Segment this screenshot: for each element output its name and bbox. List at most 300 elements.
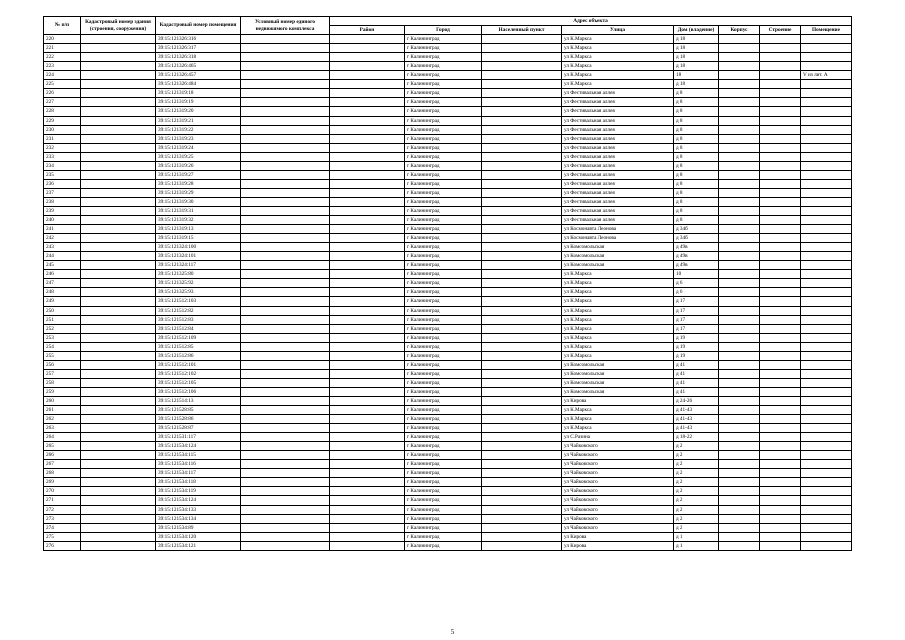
cell-num: 257 [44, 369, 81, 378]
cell-cad-building [81, 469, 156, 478]
cell-district [330, 396, 405, 405]
cell-street: ул Комсомольская [562, 378, 674, 387]
cell-settlement [482, 297, 562, 306]
cell-room [801, 433, 852, 442]
cell-conditional [241, 451, 330, 460]
cell-settlement [482, 342, 562, 351]
cell-conditional [241, 44, 330, 53]
cell-district [330, 415, 405, 424]
cell-street: ул Фестивальная аллея [562, 89, 674, 98]
table-row [44, 478, 852, 487]
cell-num: 223 [44, 62, 81, 71]
cell-room [801, 387, 852, 396]
header-street: Улица [562, 26, 674, 35]
cell-korpus [719, 396, 760, 405]
cell-stroenie [760, 243, 801, 252]
cell-conditional [241, 514, 330, 523]
cell-house: д 49в [674, 252, 719, 261]
cell-city: г Калининград [405, 179, 482, 188]
cell-settlement [482, 89, 562, 98]
cell-house: д 2 [674, 523, 719, 532]
cell-city: г Калининград [405, 116, 482, 125]
cell-district [330, 360, 405, 369]
cell-district [330, 234, 405, 243]
cell-district [330, 116, 405, 125]
cell-korpus [719, 161, 760, 170]
cell-stroenie [760, 406, 801, 415]
cell-cad-building [81, 369, 156, 378]
cell-district [330, 523, 405, 532]
cell-cad-building [81, 514, 156, 523]
header-house: Дом (владение) [674, 26, 719, 35]
cell-district [330, 188, 405, 197]
cell-settlement [482, 505, 562, 514]
cell-room [801, 469, 852, 478]
cell-settlement [482, 351, 562, 360]
cell-settlement [482, 261, 562, 270]
cell-city: г Калининград [405, 44, 482, 53]
cell-cad-premise: 39:15:121326:484 [156, 80, 241, 89]
cell-room [801, 134, 852, 143]
cell-district [330, 505, 405, 514]
cell-house: д 6 [674, 288, 719, 297]
cell-house: д 2 [674, 442, 719, 451]
cell-city: г Калининград [405, 98, 482, 107]
cell-settlement [482, 460, 562, 469]
table-row [44, 44, 852, 53]
cell-cad-building [81, 62, 156, 71]
cell-settlement [482, 541, 562, 550]
cell-num: 269 [44, 478, 81, 487]
cell-cad-building [81, 505, 156, 514]
cell-district [330, 369, 405, 378]
cell-city: г Калининград [405, 378, 482, 387]
cell-num: 236 [44, 179, 81, 188]
cell-settlement [482, 396, 562, 405]
table-row [44, 451, 852, 460]
cell-cad-building [81, 415, 156, 424]
cell-conditional [241, 71, 330, 80]
cell-korpus [719, 170, 760, 179]
cell-cad-premise: 39:15:121319:32 [156, 216, 241, 225]
cell-korpus [719, 225, 760, 234]
cell-cad-building [81, 433, 156, 442]
cell-cad-building [81, 170, 156, 179]
cell-cad-premise: 39:15:121512:85 [156, 342, 241, 351]
cell-conditional [241, 433, 330, 442]
cell-street: ул Чайковского [562, 469, 674, 478]
cell-conditional [241, 505, 330, 514]
cell-conditional [241, 261, 330, 270]
cell-house: д 41-43 [674, 406, 719, 415]
cell-house: д 2 [674, 469, 719, 478]
cell-stroenie [760, 134, 801, 143]
cell-num: 268 [44, 469, 81, 478]
cell-korpus [719, 134, 760, 143]
cell-stroenie [760, 197, 801, 206]
cell-stroenie [760, 514, 801, 523]
cell-stroenie [760, 62, 801, 71]
cell-cad-premise: 39:15:121319:21 [156, 116, 241, 125]
cell-street: ул К.Маркса [562, 342, 674, 351]
cell-street: ул К.Маркса [562, 415, 674, 424]
cell-stroenie [760, 44, 801, 53]
cell-room [801, 216, 852, 225]
cell-room [801, 279, 852, 288]
cell-district [330, 143, 405, 152]
cell-conditional [241, 333, 330, 342]
cell-house: д 8 [674, 206, 719, 215]
cell-cad-building [81, 324, 156, 333]
cell-num: 250 [44, 306, 81, 315]
cell-street: ул К.Маркса [562, 53, 674, 62]
cell-cad-building [81, 532, 156, 541]
cell-num: 255 [44, 351, 81, 360]
cell-house: д 41 [674, 378, 719, 387]
cell-cad-premise: 39:15:121319:19 [156, 98, 241, 107]
cell-cad-premise: 39:15:121512:86 [156, 351, 241, 360]
cell-house: д 19 [674, 351, 719, 360]
cell-conditional [241, 98, 330, 107]
cell-city: г Калининград [405, 252, 482, 261]
cell-conditional [241, 424, 330, 433]
cell-korpus [719, 125, 760, 134]
cell-house: д 8 [674, 125, 719, 134]
cell-room [801, 53, 852, 62]
cell-conditional [241, 197, 330, 206]
table-row [44, 107, 852, 116]
cell-num: 251 [44, 315, 81, 324]
cell-city: г Калининград [405, 206, 482, 215]
cell-house: д 2 [674, 460, 719, 469]
cell-conditional [241, 143, 330, 152]
cell-settlement [482, 170, 562, 179]
table-row [44, 143, 852, 152]
cell-room [801, 523, 852, 532]
cell-district [330, 541, 405, 550]
cell-cad-premise: 39:15:121534:116 [156, 460, 241, 469]
cell-district [330, 487, 405, 496]
cell-street: ул Фестивальная аллея [562, 188, 674, 197]
cell-settlement [482, 306, 562, 315]
cell-stroenie [760, 261, 801, 270]
cell-district [330, 406, 405, 415]
cell-room [801, 360, 852, 369]
cell-city: г Калининград [405, 306, 482, 315]
table-row [44, 541, 852, 550]
cell-settlement [482, 134, 562, 143]
cell-stroenie [760, 225, 801, 234]
table-row [44, 243, 852, 252]
cell-city: г Калининград [405, 161, 482, 170]
cell-city: г Калининград [405, 469, 482, 478]
cell-street: ул К.Маркса [562, 80, 674, 89]
cell-room [801, 116, 852, 125]
cell-stroenie [760, 35, 801, 44]
cell-district [330, 197, 405, 206]
cell-cad-premise: 39:15:121512:106 [156, 387, 241, 396]
table-row [44, 351, 852, 360]
cell-room [801, 496, 852, 505]
cell-district [330, 35, 405, 44]
cell-num: 272 [44, 505, 81, 514]
cell-conditional [241, 62, 330, 71]
cell-city: г Калининград [405, 188, 482, 197]
cell-district [330, 297, 405, 306]
cell-street: ул К.Маркса [562, 406, 674, 415]
cell-house: д 17 [674, 306, 719, 315]
cell-room [801, 406, 852, 415]
cell-num: 246 [44, 270, 81, 279]
cell-street: ул Фестивальная аллея [562, 206, 674, 215]
cell-korpus [719, 143, 760, 152]
table-row [44, 179, 852, 188]
cell-korpus [719, 71, 760, 80]
cell-district [330, 514, 405, 523]
cell-stroenie [760, 98, 801, 107]
cell-settlement [482, 424, 562, 433]
cell-korpus [719, 460, 760, 469]
cell-street: ул Чайковского [562, 505, 674, 514]
cell-district [330, 351, 405, 360]
cell-num: 224 [44, 71, 81, 80]
cell-city: г Калининград [405, 505, 482, 514]
cell-house: д 41-43 [674, 424, 719, 433]
cell-street: ул К.Маркса [562, 306, 674, 315]
cell-city: г Калининград [405, 107, 482, 116]
cell-cad-premise: 39:15:121319:18 [156, 89, 241, 98]
cell-cad-premise: 39:15:121528:85 [156, 406, 241, 415]
cell-district [330, 424, 405, 433]
cell-street: ул К.Маркса [562, 333, 674, 342]
cell-korpus [719, 188, 760, 197]
cell-room [801, 342, 852, 351]
cell-conditional [241, 523, 330, 532]
cell-room [801, 505, 852, 514]
cell-conditional [241, 496, 330, 505]
cell-stroenie [760, 161, 801, 170]
cell-district [330, 62, 405, 71]
cell-korpus [719, 387, 760, 396]
cell-house: д 8 [674, 89, 719, 98]
cell-street: ул Комсомольская [562, 360, 674, 369]
cell-street: ул Комсомольская [562, 369, 674, 378]
header-room: Помещение [801, 26, 852, 35]
cell-stroenie [760, 252, 801, 261]
cell-street: ул Фестивальная аллея [562, 197, 674, 206]
cell-num: 256 [44, 360, 81, 369]
cell-num: 221 [44, 44, 81, 53]
cell-cad-building [81, 98, 156, 107]
cell-num: 264 [44, 433, 81, 442]
table-row [44, 80, 852, 89]
table-row [44, 324, 852, 333]
cell-cad-premise: 39:15:121512:84 [156, 324, 241, 333]
cell-cad-building [81, 523, 156, 532]
cell-conditional [241, 252, 330, 261]
cell-street: ул Фестивальная аллея [562, 170, 674, 179]
cell-district [330, 206, 405, 215]
cell-stroenie [760, 433, 801, 442]
cell-stroenie [760, 270, 801, 279]
cell-settlement [482, 161, 562, 170]
cell-room [801, 541, 852, 550]
register-sheet [43, 16, 852, 551]
cell-cad-building [81, 424, 156, 433]
header-num: № п/п [44, 17, 81, 35]
table-row [44, 333, 852, 342]
cell-settlement [482, 406, 562, 415]
cell-room [801, 442, 852, 451]
cell-korpus [719, 216, 760, 225]
cell-korpus [719, 532, 760, 541]
cell-house: д 17 [674, 315, 719, 324]
cell-district [330, 80, 405, 89]
cell-cad-premise: 39:15:121512:101 [156, 360, 241, 369]
cell-district [330, 107, 405, 116]
cell-cad-premise: 39:15:121534:117 [156, 469, 241, 478]
cell-korpus [719, 351, 760, 360]
cell-district [330, 342, 405, 351]
cell-house: д 8 [674, 116, 719, 125]
cell-conditional [241, 270, 330, 279]
cell-settlement [482, 387, 562, 396]
cell-city: г Калининград [405, 62, 482, 71]
cell-korpus [719, 179, 760, 188]
table-row [44, 342, 852, 351]
cell-cad-premise: 39:15:121512:82 [156, 306, 241, 315]
cell-conditional [241, 442, 330, 451]
cell-stroenie [760, 288, 801, 297]
cell-conditional [241, 206, 330, 215]
cell-district [330, 333, 405, 342]
table-row [44, 170, 852, 179]
cell-room [801, 270, 852, 279]
cell-street: ул К.Маркса [562, 297, 674, 306]
cell-num: 259 [44, 387, 81, 396]
cell-settlement [482, 206, 562, 215]
cell-num: 270 [44, 487, 81, 496]
cell-cad-building [81, 35, 156, 44]
cell-city: г Калининград [405, 442, 482, 451]
cell-house: д 49в [674, 243, 719, 252]
cell-cad-building [81, 125, 156, 134]
cell-room [801, 460, 852, 469]
cell-district [330, 243, 405, 252]
cell-street: ул Чайковского [562, 478, 674, 487]
cell-cad-premise: 39:15:121534:115 [156, 451, 241, 460]
cell-num: 234 [44, 161, 81, 170]
cell-house: д 18 [674, 62, 719, 71]
cell-cad-building [81, 541, 156, 550]
cell-settlement [482, 234, 562, 243]
cell-room [801, 306, 852, 315]
cell-city: г Калининград [405, 415, 482, 424]
cell-cad-building [81, 333, 156, 342]
cell-settlement [482, 80, 562, 89]
cell-conditional [241, 279, 330, 288]
cell-room [801, 424, 852, 433]
cell-conditional [241, 469, 330, 478]
cell-street: ул Чайковского [562, 442, 674, 451]
cell-room [801, 243, 852, 252]
cell-conditional [241, 351, 330, 360]
cell-num: 225 [44, 80, 81, 89]
cell-house: д 2 [674, 496, 719, 505]
cell-street: ул Фестивальная аллея [562, 216, 674, 225]
cell-house: д 19 [674, 333, 719, 342]
cell-cad-building [81, 80, 156, 89]
cell-num: 249 [44, 297, 81, 306]
cell-city: г Калининград [405, 360, 482, 369]
cell-stroenie [760, 532, 801, 541]
cell-settlement [482, 188, 562, 197]
cell-cad-building [81, 206, 156, 215]
cell-cad-premise: 39:15:121319:20 [156, 107, 241, 116]
cell-stroenie [760, 179, 801, 188]
cell-cad-premise: 39:15:121319:28 [156, 179, 241, 188]
table-row [44, 387, 852, 396]
header-settlement: Населенный пункт [482, 26, 562, 35]
cell-stroenie [760, 523, 801, 532]
cell-cad-building [81, 188, 156, 197]
cell-korpus [719, 342, 760, 351]
cell-house: д 2 [674, 514, 719, 523]
cell-city: г Калининград [405, 152, 482, 161]
cell-cad-building [81, 270, 156, 279]
cell-num: 243 [44, 243, 81, 252]
cell-conditional [241, 541, 330, 550]
cell-cad-building [81, 378, 156, 387]
header-conditional-number: Условный номер единого недвижимого комплекса [241, 17, 330, 35]
cell-cad-building [81, 243, 156, 252]
cell-city: г Калининград [405, 216, 482, 225]
cell-cad-building [81, 179, 156, 188]
cell-settlement [482, 478, 562, 487]
cell-district [330, 460, 405, 469]
cell-cad-premise: 39:15:121319:25 [156, 152, 241, 161]
cell-cad-building [81, 143, 156, 152]
cell-street: ул Чайковского [562, 460, 674, 469]
table-row [44, 152, 852, 161]
cell-cad-building [81, 134, 156, 143]
cell-cad-building [81, 161, 156, 170]
cell-city: г Калининград [405, 424, 482, 433]
cell-room [801, 98, 852, 107]
cell-conditional [241, 297, 330, 306]
table-row [44, 125, 852, 134]
cell-district [330, 469, 405, 478]
cell-street: ул Фестивальная аллея [562, 143, 674, 152]
table-row [44, 288, 852, 297]
cell-korpus [719, 451, 760, 460]
cell-room [801, 288, 852, 297]
cell-conditional [241, 369, 330, 378]
cell-cad-premise: 39:15:121324:101 [156, 252, 241, 261]
cell-settlement [482, 71, 562, 80]
cell-cad-premise: 39:15:121534:120 [156, 532, 241, 541]
cell-korpus [719, 424, 760, 433]
cell-cad-premise: 39:15:121534:133 [156, 505, 241, 514]
cell-city: г Калининград [405, 487, 482, 496]
cell-stroenie [760, 80, 801, 89]
cell-num: 239 [44, 206, 81, 215]
cell-house: д 8 [674, 197, 719, 206]
cell-korpus [719, 279, 760, 288]
cell-cad-premise: 39:15:121326:465 [156, 62, 241, 71]
cell-cad-building [81, 197, 156, 206]
table-row [44, 225, 852, 234]
